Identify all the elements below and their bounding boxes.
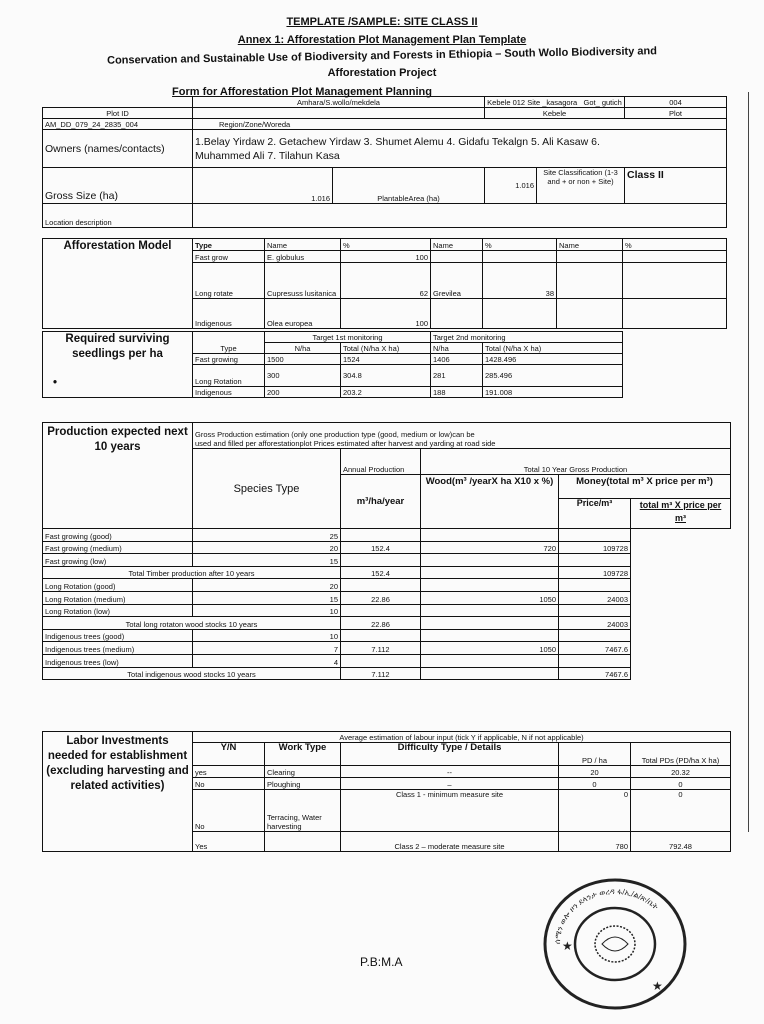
official-seal-icon [540, 872, 690, 1012]
gross-size-label: Gross Size (ha) [43, 168, 193, 204]
site-class-label: Site Classification (1-3 and + or non + Site) [537, 168, 625, 204]
total-label-cell: Total indigenous wood stocks 10 years [43, 667, 341, 680]
annual-cell: 25 [193, 529, 341, 542]
yn-cell[interactable]: No [193, 790, 265, 832]
plot-id-label: Plot ID [43, 108, 193, 119]
details-cell: Class 1 - minimum measure site [341, 790, 559, 832]
money-total-cell [559, 554, 631, 567]
production-note-2: used and filled per afforestationplot Prices estimated after harvest and yarding at road side [195, 439, 496, 448]
work-type-cell: Terracing, Water harvesting [265, 790, 341, 832]
afforestation-model-label: Afforestation Model [43, 239, 193, 329]
table-row [43, 591, 731, 604]
svg-text:ሰሜን ወሎ ዞን ደላንታ ወረዳ ፋ/ኢ/ል/ጽ/ቤት: ሰሜን ወሎ ዞን ደላንታ ወረዳ ፋ/ኢ/ል/ጽ/ቤት [552, 886, 661, 945]
price-cell [421, 529, 559, 542]
col-pct-3: % [623, 239, 727, 251]
total-pd-cell: 20.32 [631, 766, 731, 778]
nha-cell: 200 [265, 387, 341, 398]
pct-cell [623, 251, 727, 263]
price-cell [421, 654, 559, 667]
details-cell: – [341, 778, 559, 790]
col-type: Type [193, 332, 265, 354]
total-cell: 191.008 [483, 387, 623, 398]
table-row [43, 541, 731, 554]
total-row [43, 617, 731, 630]
name-cell [557, 299, 623, 329]
wood-cell [341, 629, 421, 642]
wood-header: Wood(m³ /yearX ha X10 x %) [421, 475, 559, 529]
work-type-cell [265, 832, 341, 852]
price-cell [421, 604, 559, 617]
plantable-value: 1.016 [485, 168, 537, 204]
name-cell: Cupresuss lusitanica [265, 263, 341, 299]
wood-cell: 22.86 [341, 617, 421, 630]
production-note-1: Gross Production estimation (only one production type (good, medium or low)can be [195, 430, 475, 439]
total-price-header: total m³ X price per m³ [631, 499, 731, 529]
pct-cell [623, 299, 727, 329]
price-cell [421, 554, 559, 567]
money-total-cell [559, 629, 631, 642]
production-table [42, 422, 731, 680]
col-work-type: Work Type [265, 743, 341, 766]
scan-edge-line [748, 92, 749, 832]
money-header: Money(total m³ X price per m³) [559, 475, 731, 499]
total-row [43, 667, 731, 680]
svg-text:★: ★ [652, 979, 663, 993]
total-cell: 1524 [341, 354, 431, 365]
yn-cell[interactable]: yes [193, 766, 265, 778]
annual-cell: 15 [193, 591, 341, 604]
table-row [43, 629, 731, 642]
kebele-label: Kebele [485, 108, 625, 119]
labor-label: Labor Investments needed for establishment (excluding harvesting and related activities) [43, 732, 193, 852]
yn-cell[interactable]: Yes [193, 832, 265, 852]
name-cell [431, 299, 483, 329]
yn-cell[interactable]: No [193, 778, 265, 790]
wood-cell: 152.4 [341, 541, 421, 554]
name-cell [557, 251, 623, 263]
annual-production-header: Annual Production [341, 449, 421, 475]
col-pct-2: % [483, 239, 557, 251]
svg-text:★: ★ [562, 939, 573, 953]
afforestation-model-table [42, 238, 727, 329]
form-title: Form for Afforestation Plot Management Planning [172, 86, 432, 98]
wood-cell [341, 604, 421, 617]
project-line-2: Afforestation Project [327, 67, 437, 79]
money-total-cell [559, 604, 631, 617]
nha-cell: 281 [431, 365, 483, 387]
wood-cell: 152.4 [341, 566, 421, 579]
pct-cell: 100 [341, 299, 431, 329]
col-total-2: Total (N/ha X ha) [483, 343, 623, 354]
total-pd-cell: 0 [631, 778, 731, 790]
seedlings-label-cell [43, 332, 193, 398]
bullet: • [53, 377, 58, 389]
seedlings-table [42, 331, 727, 398]
table-row [43, 642, 731, 655]
details-cell: -- [341, 766, 559, 778]
details-cell: Class 2 – moderate measure site [341, 832, 559, 852]
species-type-header: Species Type [193, 449, 341, 529]
location-value [193, 204, 727, 228]
col-yn: Y/N [193, 743, 265, 766]
money-total-cell: 7467.6 [559, 642, 631, 655]
annual-cell: 4 [193, 654, 341, 667]
nha-cell: 188 [431, 387, 483, 398]
species-cell: Indigenous trees (good) [43, 629, 193, 642]
species-cell: Fast growing (medium) [43, 541, 193, 554]
price-cell [421, 617, 559, 630]
type-cell: Long rotate [193, 263, 265, 299]
nha-cell: 300 [265, 365, 341, 387]
col-type: Type [193, 239, 265, 251]
template-title: TEMPLATE /SAMPLE: SITE CLASS II [286, 16, 478, 28]
wood-cell [341, 654, 421, 667]
species-cell: Indigenous trees (low) [43, 654, 193, 667]
wood-cell [341, 579, 421, 592]
money-total-cell [559, 579, 631, 592]
col-nha-2: N/ha [431, 343, 483, 354]
col-total-pds: Total PDs (PD/ha X ha) [631, 743, 731, 766]
pct-cell: 38 [483, 263, 557, 299]
name-cell [557, 263, 623, 299]
total-cell: 203.2 [341, 387, 431, 398]
species-cell: Indigenous trees (medium) [43, 642, 193, 655]
nha-cell: 1406 [431, 354, 483, 365]
name-cell: E. globulus [265, 251, 341, 263]
pd-cell: 780 [559, 832, 631, 852]
site-class-value: Class II [625, 168, 727, 204]
nha-cell: 1500 [265, 354, 341, 365]
type-cell: Fast growing [193, 354, 265, 365]
annual-cell: 10 [193, 604, 341, 617]
total-10yr-header: Total 10 Year Gross Production [421, 449, 731, 475]
price-cell [421, 667, 559, 680]
price-cell [421, 629, 559, 642]
plot-info-table [42, 96, 727, 228]
owners-label: Owners (names/contacts) [43, 130, 193, 168]
footer-initials: P.B:M.A [360, 955, 403, 969]
total-cell: 285.496 [483, 365, 623, 387]
price-cell: 1050 [421, 591, 559, 604]
price-cell: 720 [421, 541, 559, 554]
price-cell [421, 579, 559, 592]
money-total-cell [559, 529, 631, 542]
species-cell: Long Rotation (low) [43, 604, 193, 617]
wood-cell: 7.112 [341, 667, 421, 680]
type-cell: Indigenous [193, 299, 265, 329]
total-cell: 304.8 [341, 365, 431, 387]
pd-cell: 0 [559, 790, 631, 832]
col-name-1: Name [265, 239, 341, 251]
species-cell: Fast growing (low) [43, 554, 193, 567]
money-total-cell: 24003 [559, 617, 631, 630]
annex-title: Annex 1: Afforestation Plot Management Plan Template [237, 34, 527, 46]
seedlings-label: Required surviving seedlings per ha [65, 333, 170, 360]
plot-id-value: AM_DD_079_24_2835_004 [43, 119, 193, 130]
region-label: Region/Zone/Woreda [193, 119, 727, 130]
owners-line-1: 1.Belay Yirdaw 2. Getachew Yirdaw 3. Shumet Alemu 4. Gidafu Tekalgn 5. Ali Kasaw 6. [195, 135, 600, 148]
labor-note: Average estimation of labour input (tick Y if applicable, N if not applicable) [193, 732, 731, 743]
work-type-cell: Ploughing [265, 778, 341, 790]
got-value: Got_ gutich [583, 98, 622, 107]
annual-cell: 20 [193, 541, 341, 554]
table-row [43, 554, 731, 567]
location-label: Location description [43, 204, 193, 228]
money-total-cell: 24003 [559, 591, 631, 604]
type-cell: Fast grow [193, 251, 265, 263]
work-type-cell: Clearing [265, 766, 341, 778]
name-cell: Olea europea [265, 299, 341, 329]
target-2nd-header: Target 2nd monitoring [431, 332, 623, 343]
total-row [43, 566, 731, 579]
col-nha-1: N/ha [265, 343, 341, 354]
pd-cell: 0 [559, 778, 631, 790]
species-cell: Long Rotation (good) [43, 579, 193, 592]
project-line-1: Conservation and Sustainable Use of Biodiversity and Forests in Ethiopia – South Wollo Biodiversity and [106, 45, 658, 67]
pct-cell: 62 [341, 263, 431, 299]
wood-cell [341, 529, 421, 542]
target-1st-header: Target 1st monitoring [265, 332, 431, 343]
plot-label: Plot [625, 108, 727, 119]
name-cell [431, 251, 483, 263]
money-total-cell: 109728 [559, 566, 631, 579]
total-label-cell: Total long rotaton wood stocks 10 years [43, 617, 341, 630]
owners-line-2: Muhammed Ali 7. Tilahun Kasa [195, 149, 340, 162]
col-pd-ha: PD / ha [559, 743, 631, 766]
money-total-cell: 7467.6 [559, 667, 631, 680]
col-name-3: Name [557, 239, 623, 251]
pct-cell: 100 [341, 251, 431, 263]
pct-cell [623, 263, 727, 299]
total-pd-cell: 792.48 [631, 832, 731, 852]
name-cell: Grevilea [431, 263, 483, 299]
production-label: Production expected next 10 years [43, 423, 193, 529]
type-cell: Long Rotation [193, 365, 265, 387]
unit-header: m³/ha/year [341, 475, 421, 529]
col-pct-1: % [341, 239, 431, 251]
species-cell: Long Rotation (medium) [43, 591, 193, 604]
price-cell [421, 566, 559, 579]
annual-cell: 7 [193, 642, 341, 655]
total-pd-cell: 0 [631, 790, 731, 832]
kebele-value: Kebele 012 Site _kasagora [487, 98, 578, 107]
labor-table [42, 731, 731, 852]
wood-cell: 22.86 [341, 591, 421, 604]
total-label-cell: Total Timber production after 10 years [43, 566, 341, 579]
annual-cell: 20 [193, 579, 341, 592]
table-row [43, 529, 731, 542]
col-name-2: Name [431, 239, 483, 251]
table-row [43, 604, 731, 617]
plantable-label: PlantableArea (ha) [333, 168, 485, 204]
price-header: Price/m³ [559, 499, 631, 529]
pct-cell [483, 251, 557, 263]
wood-cell: 7.112 [341, 642, 421, 655]
pd-cell: 20 [559, 766, 631, 778]
pct-cell [483, 299, 557, 329]
wood-cell [341, 554, 421, 567]
annual-cell: 10 [193, 629, 341, 642]
annual-cell: 15 [193, 554, 341, 567]
money-total-cell [559, 654, 631, 667]
price-cell: 1050 [421, 642, 559, 655]
money-total-cell: 109728 [559, 541, 631, 554]
col-total-1: Total (N/ha X ha) [341, 343, 431, 354]
type-cell: Indigenous [193, 387, 265, 398]
table-row [43, 654, 731, 667]
col-difficulty: Difficulty Type / Details [341, 743, 559, 766]
species-cell: Fast growing (good) [43, 529, 193, 542]
gross-size-value: 1.016 [193, 168, 333, 204]
plot-value: 004 [625, 97, 727, 108]
total-cell: 1428.496 [483, 354, 623, 365]
region-value: Amhara/S.wollo/mekdela [193, 97, 485, 108]
table-row [43, 579, 731, 592]
